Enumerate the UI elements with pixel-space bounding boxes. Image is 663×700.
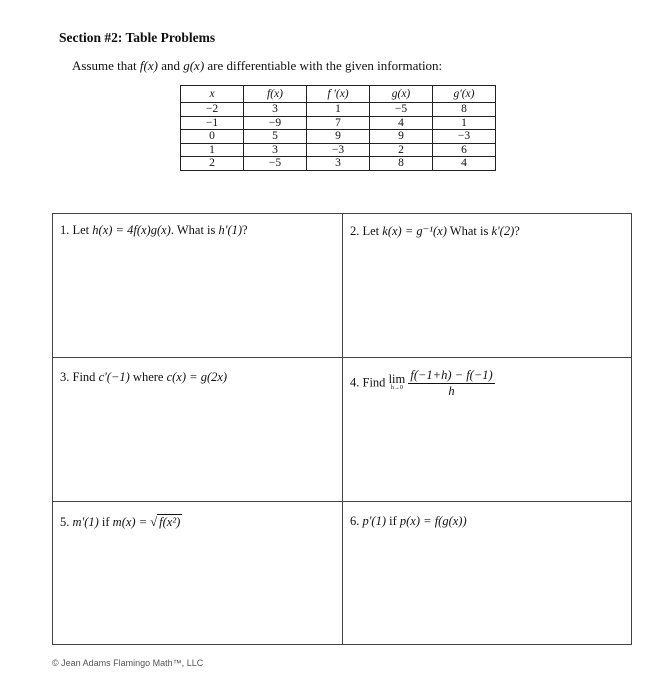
table-cell: −1 (181, 116, 244, 130)
problem-text: ? (242, 223, 248, 237)
problem-ask: m'(1) (72, 515, 99, 529)
sqrt-icon: √ (150, 515, 158, 529)
intro-f: f(x) (139, 58, 158, 73)
problem-4 (350, 368, 495, 399)
problem-ask: h'(1) (218, 223, 243, 237)
table-cell: 0 (181, 130, 244, 144)
problem-text: if (386, 514, 400, 528)
grid-divider-row2 (52, 501, 632, 502)
limit-subscript: h→0 (390, 384, 403, 391)
table-row (181, 130, 496, 144)
table-cell: 5 (244, 130, 307, 144)
table-cell: 2 (181, 157, 244, 171)
problem-text: Let (72, 223, 93, 237)
problem-text: ? (514, 224, 520, 238)
problem-expression: c(x) = g(2x) (166, 370, 228, 384)
copyright-footer: © Jean Adams Flamingo Math™, LLC (52, 658, 204, 668)
table-row (181, 143, 496, 157)
problem-2 (350, 223, 520, 239)
header-x: x (181, 86, 244, 103)
problem-6 (350, 514, 467, 529)
problem-text: Find (72, 370, 99, 384)
problem-text: . What is (170, 223, 219, 237)
header-f: f(x) (244, 86, 307, 103)
table-cell: −3 (307, 143, 370, 157)
table-cell: −3 (433, 130, 496, 144)
problem-text: Let (362, 224, 383, 238)
problem-number: 5. (60, 515, 70, 529)
problem-5 (60, 514, 182, 530)
problem-number: 2. (350, 224, 360, 238)
grid-divider-vertical (342, 213, 343, 645)
intro-text (72, 58, 442, 74)
table-cell: 8 (370, 157, 433, 171)
intro-suffix: are differentiable with the given information: (204, 58, 443, 73)
fraction-denominator: h (448, 384, 455, 398)
table-cell: −9 (244, 116, 307, 130)
problem-expression: p(x) = f(g(x)) (399, 514, 467, 528)
table-cell: 2 (370, 143, 433, 157)
intro-g: g(x) (183, 58, 205, 73)
table-cell: −2 (181, 103, 244, 117)
table-cell: 4 (433, 157, 496, 171)
table-cell: −5 (370, 103, 433, 117)
table-header-row (181, 86, 496, 103)
section-title: Section #2: Table Problems (59, 30, 216, 45)
problem-ask: k'(2) (491, 224, 515, 238)
table-cell: 1 (181, 143, 244, 157)
table-cell: 1 (307, 103, 370, 117)
table-cell: 6 (433, 143, 496, 157)
problem-text: where (129, 370, 167, 384)
intro-prefix: Assume that (72, 58, 140, 73)
table-row (181, 116, 496, 130)
problem-number: 3. (60, 370, 70, 384)
table-cell: 8 (433, 103, 496, 117)
values-table (180, 85, 496, 171)
table-cell: 9 (307, 130, 370, 144)
table-cell: 3 (307, 157, 370, 171)
radicand: f(x²) (159, 515, 181, 529)
table-cell: 1 (433, 116, 496, 130)
problem-3 (60, 370, 227, 385)
table-cell: 9 (370, 130, 433, 144)
problem-number: 1. (60, 223, 70, 237)
problem-expression: m(x) = (112, 515, 151, 529)
problem-text: if (98, 515, 113, 529)
table-cell: 3 (244, 103, 307, 117)
table-row (181, 103, 496, 117)
grid-divider-row1 (52, 357, 632, 358)
table-cell: 4 (370, 116, 433, 130)
limit-operator (388, 371, 406, 393)
fraction-numerator: f(−1+h) − f(−1) (410, 368, 493, 382)
difference-quotient (408, 368, 494, 399)
problem-number: 6. (350, 514, 360, 528)
problem-ask: c'(−1) (98, 370, 130, 384)
table-cell: 3 (244, 143, 307, 157)
problem-expression: k(x) = g⁻¹(x) (382, 224, 447, 238)
table-row (181, 157, 496, 171)
header-g: g(x) (370, 86, 433, 103)
header-gprime: g'(x) (433, 86, 496, 103)
problem-text: What is (446, 224, 492, 238)
table-cell: 7 (307, 116, 370, 130)
problem-number: 4. (350, 375, 360, 390)
problem-ask: p'(1) (362, 514, 386, 528)
header-fprime: f '(x) (307, 86, 370, 103)
table-cell: −5 (244, 157, 307, 171)
problem-text: Find (362, 375, 389, 390)
problem-1 (60, 223, 248, 238)
problem-expression: h(x) = 4f(x)g(x) (92, 223, 171, 237)
intro-and: and (157, 58, 184, 73)
limit-label: lim (388, 371, 406, 386)
